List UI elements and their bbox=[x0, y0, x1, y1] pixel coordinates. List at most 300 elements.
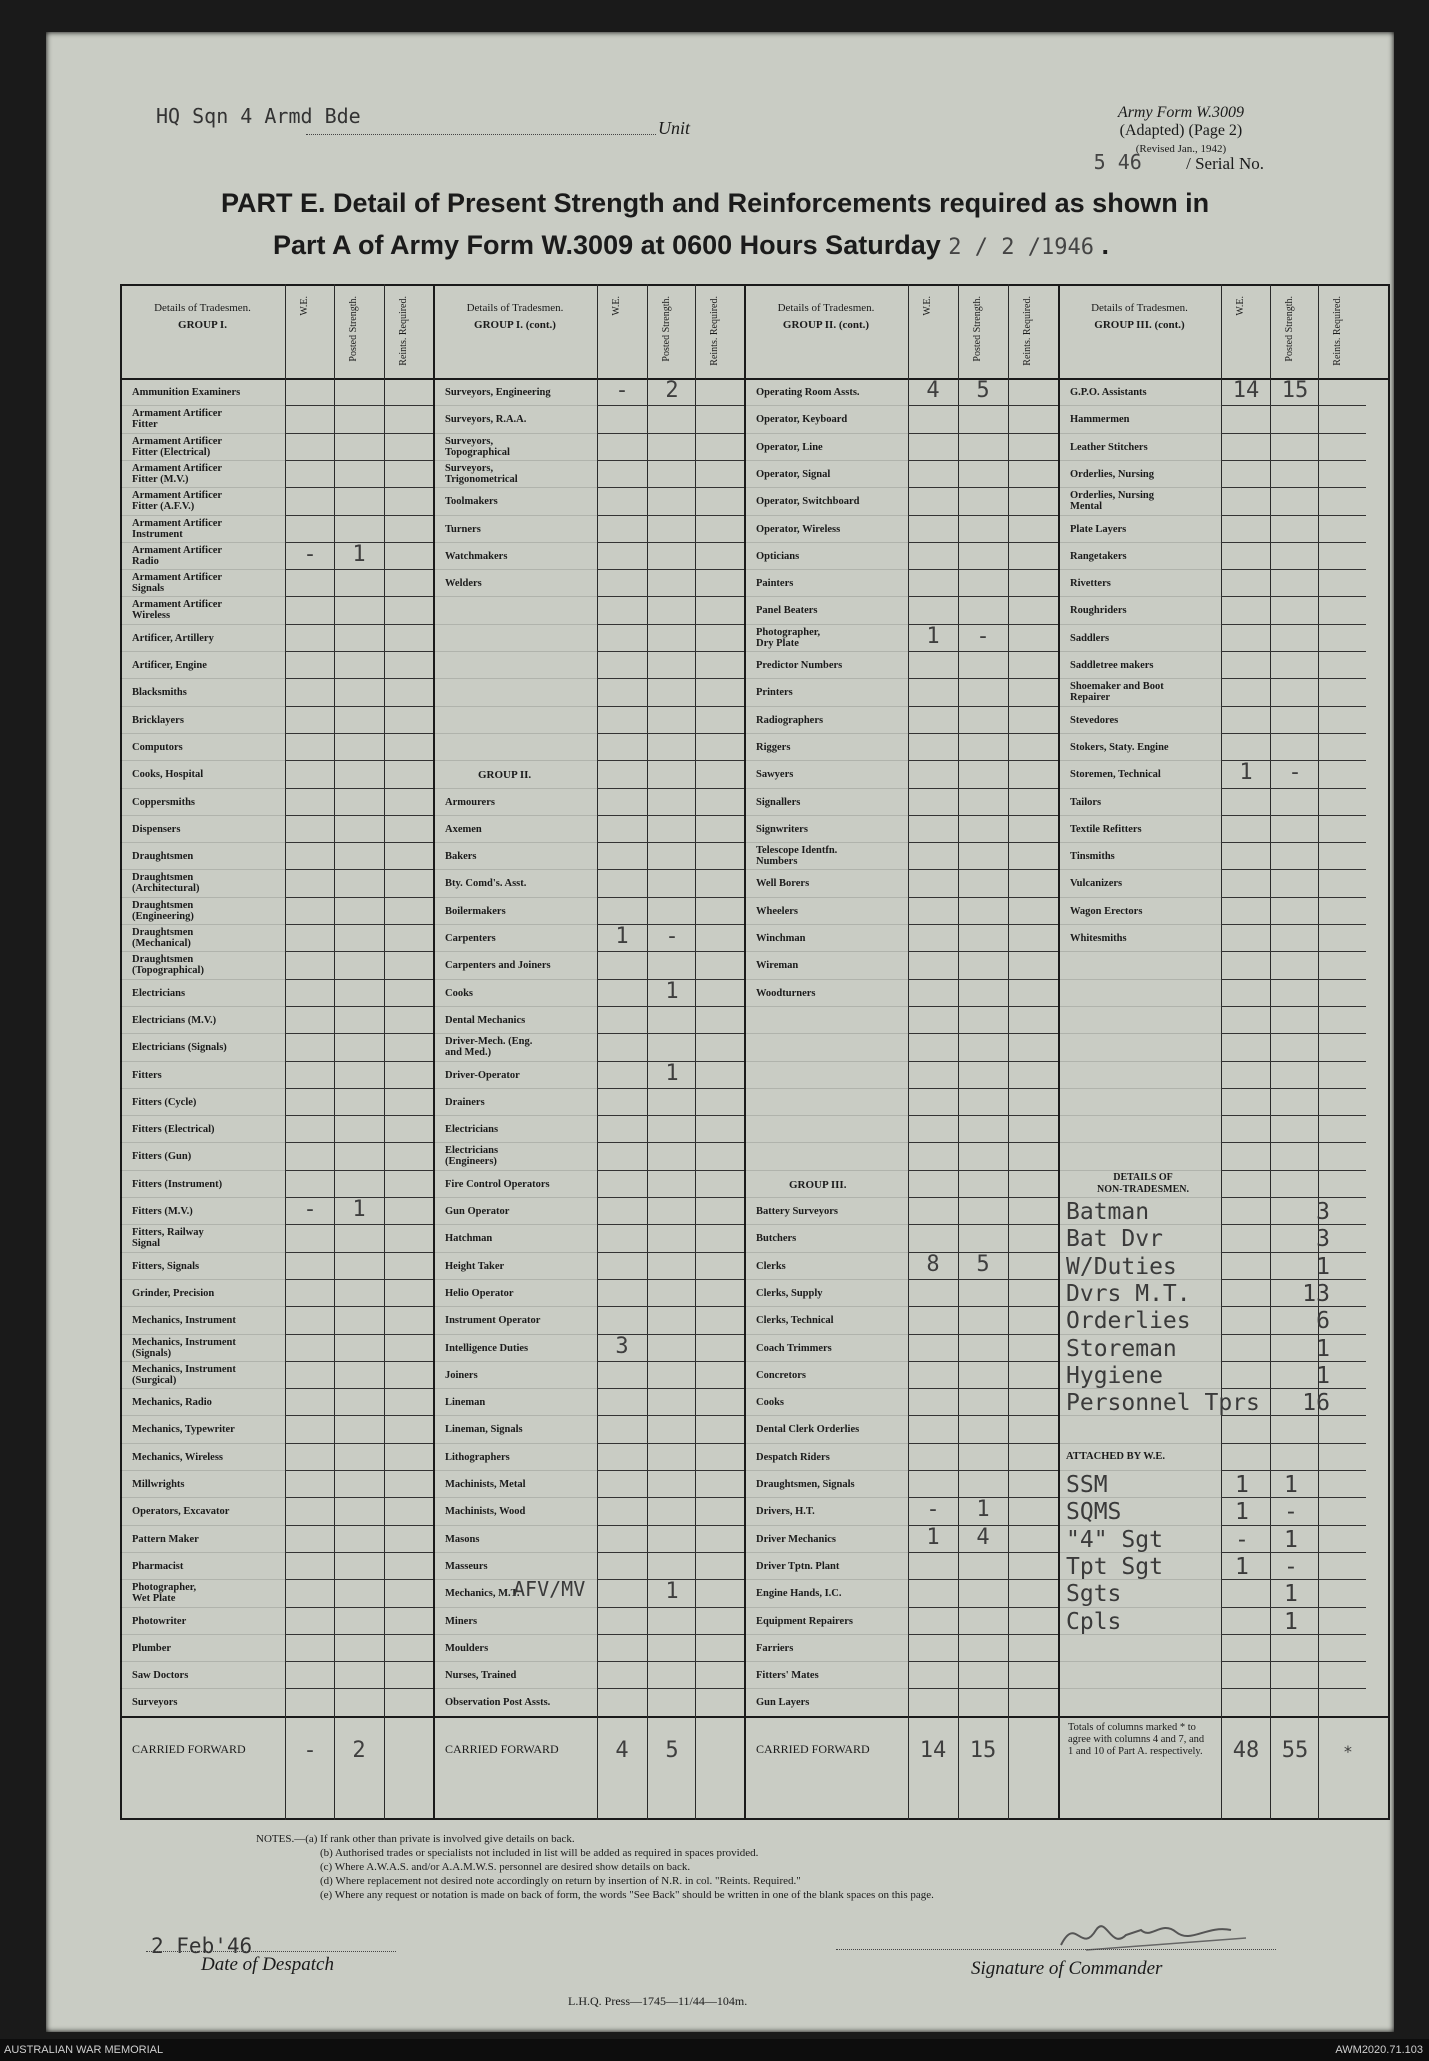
row-rule bbox=[597, 515, 744, 516]
row-rule-faint bbox=[1058, 760, 1221, 761]
trade-label bbox=[132, 1479, 185, 1490]
trade-label bbox=[132, 436, 222, 458]
row-rule-faint bbox=[744, 1497, 908, 1498]
trade-label bbox=[445, 1179, 550, 1190]
row-rule bbox=[908, 1306, 1058, 1307]
trade-label-line: Fitters (Electrical) bbox=[132, 1124, 215, 1136]
row-rule bbox=[285, 815, 433, 816]
trade-label-line: Draughtsmen bbox=[132, 872, 194, 884]
carried-posted: 5 bbox=[665, 1737, 679, 1763]
trade-label bbox=[132, 872, 199, 894]
posted-value: - bbox=[976, 623, 990, 649]
trade-label bbox=[445, 1070, 520, 1081]
trade-label bbox=[756, 1206, 838, 1217]
row-rule-faint bbox=[744, 924, 908, 925]
column-header-text: Details of Tradesmen. bbox=[466, 302, 564, 314]
trade-label bbox=[756, 1233, 796, 1244]
trade-label bbox=[132, 1315, 236, 1326]
row-rule-faint bbox=[120, 1688, 285, 1689]
trade-label bbox=[445, 1124, 498, 1135]
trade-label bbox=[756, 933, 805, 944]
row-rule-faint bbox=[1058, 1142, 1221, 1143]
row-rule bbox=[908, 1688, 1058, 1689]
trade-label bbox=[756, 496, 859, 507]
title-line-2 bbox=[221, 224, 1321, 269]
row-rule bbox=[285, 1252, 433, 1253]
trade-label bbox=[756, 1424, 859, 1435]
trade-label bbox=[1070, 442, 1148, 453]
trade-label-line: Panel Beaters bbox=[756, 605, 818, 617]
row-rule-faint bbox=[1058, 678, 1221, 679]
serial-row bbox=[1094, 150, 1264, 174]
row-rule-faint bbox=[120, 1142, 285, 1143]
row-rule bbox=[908, 1607, 1058, 1608]
trade-label bbox=[132, 1452, 223, 1463]
trade-label bbox=[756, 845, 837, 867]
row-rule bbox=[908, 596, 1058, 597]
trade-label bbox=[756, 1616, 853, 1627]
strength-table bbox=[120, 284, 1390, 1820]
trade-label-line: Concretors bbox=[756, 1369, 806, 1381]
row-rule bbox=[908, 405, 1058, 406]
trade-label-line: Driver-Mech. (Eng. bbox=[445, 1036, 533, 1048]
trade-label-line: Mechanics, Instrument bbox=[132, 1336, 236, 1348]
trade-label-line: Lithographers bbox=[445, 1451, 510, 1463]
trade-label-line: Artificer, Engine bbox=[132, 660, 207, 671]
reints-required-header: Reints. Required. bbox=[709, 296, 720, 366]
row-rule-faint bbox=[433, 760, 597, 761]
row-rule-faint bbox=[433, 1033, 597, 1034]
row-rule-faint bbox=[744, 897, 908, 898]
row-rule-faint bbox=[744, 815, 908, 816]
row-rule-faint bbox=[433, 1306, 597, 1307]
form-adapted: (Adapted) (Page 2) bbox=[1119, 122, 1243, 139]
row-rule-faint bbox=[1058, 487, 1221, 488]
row-rule bbox=[597, 1361, 744, 1362]
trade-label-line: Drivers, H.T. bbox=[756, 1506, 815, 1518]
trade-label bbox=[132, 1424, 235, 1435]
trade-label bbox=[756, 1506, 815, 1517]
row-rule bbox=[285, 1170, 433, 1171]
row-rule-faint bbox=[120, 1033, 285, 1034]
row-rule-faint bbox=[120, 460, 285, 461]
row-rule bbox=[1221, 1197, 1366, 1198]
non-tradesman-we: 1 bbox=[1316, 1362, 1330, 1389]
reints-required-header: Reints. Required. bbox=[1022, 296, 1033, 366]
trade-label-line: Welders bbox=[445, 578, 482, 590]
row-rule bbox=[1221, 733, 1366, 734]
row-rule bbox=[285, 760, 433, 761]
trade-label bbox=[132, 851, 193, 862]
trade-label bbox=[1070, 681, 1164, 703]
row-rule-faint bbox=[120, 487, 285, 488]
trade-label bbox=[132, 1506, 229, 1517]
serial-label: Serial No. bbox=[1195, 154, 1264, 173]
row-rule bbox=[908, 1361, 1058, 1362]
row-rule bbox=[908, 1033, 1058, 1034]
row-rule bbox=[908, 1115, 1058, 1116]
trade-label bbox=[132, 1124, 215, 1135]
row-rule bbox=[285, 678, 433, 679]
title-line-2-text: Part A of Army Form W.3009 at 0600 Hours Saturday bbox=[273, 230, 941, 260]
trade-label bbox=[445, 414, 526, 425]
form-number: Army Form W.3009 bbox=[1117, 104, 1244, 121]
trade-label-line: Saddletree makers bbox=[1070, 660, 1154, 671]
row-rule-faint bbox=[120, 1497, 285, 1498]
row-rule-faint bbox=[744, 788, 908, 789]
trade-label-line: Armament Artificer bbox=[132, 517, 223, 529]
row-rule bbox=[285, 706, 433, 707]
trade-label-line: Fitters (M.V.) bbox=[132, 1206, 193, 1217]
trade-label-line: Machinists, Wood bbox=[445, 1506, 526, 1518]
we-value: 3 bbox=[615, 1333, 629, 1359]
row-rule-faint bbox=[744, 1061, 908, 1062]
trade-label bbox=[1070, 524, 1126, 535]
row-rule-faint bbox=[120, 1525, 285, 1526]
trade-label-line: Farriers bbox=[756, 1642, 794, 1654]
attached-label: SQMS bbox=[1066, 1499, 1122, 1526]
row-rule-faint bbox=[120, 542, 285, 543]
trade-label bbox=[132, 518, 222, 540]
row-rule bbox=[285, 596, 433, 597]
trade-label bbox=[756, 687, 793, 698]
trade-label-line: Signallers bbox=[756, 796, 801, 808]
trade-label bbox=[445, 1315, 540, 1326]
row-rule bbox=[908, 1579, 1058, 1580]
row-rule bbox=[597, 1688, 744, 1689]
row-rule-faint bbox=[120, 1306, 285, 1307]
row-rule bbox=[597, 678, 744, 679]
row-rule-faint bbox=[433, 706, 597, 707]
non-tradesman-label: Dvrs M.T. bbox=[1066, 1280, 1191, 1307]
trade-label bbox=[445, 1506, 525, 1517]
posted-value: - bbox=[1288, 760, 1302, 786]
row-rule bbox=[285, 1470, 433, 1471]
row-rule bbox=[1221, 842, 1366, 843]
row-rule bbox=[1221, 651, 1366, 652]
row-rule-faint bbox=[744, 1306, 908, 1307]
attached-label: Sgts bbox=[1066, 1581, 1122, 1608]
reints-required-header: Reints. Required. bbox=[398, 296, 409, 366]
trade-label-line: Opticians bbox=[756, 550, 800, 562]
row-rule-faint bbox=[744, 569, 908, 570]
row-rule bbox=[597, 1415, 744, 1416]
table-bottom-rule bbox=[120, 1818, 1390, 1820]
trade-label-line: Operator, Wireless bbox=[756, 523, 841, 535]
trade-label-line: Computors bbox=[132, 741, 183, 753]
row-rule-faint bbox=[433, 433, 597, 434]
trade-label-line: Electricians bbox=[445, 1145, 499, 1157]
row-rule bbox=[597, 596, 744, 597]
trade-label-line: (Architectural) bbox=[132, 883, 200, 895]
non-tradesman-label: W/Duties bbox=[1066, 1253, 1177, 1280]
trade-label-line: Photowriter bbox=[132, 1615, 187, 1627]
row-rule bbox=[908, 487, 1058, 488]
row-rule-faint bbox=[744, 460, 908, 461]
row-rule bbox=[597, 624, 744, 625]
totals-mark: * bbox=[1343, 1741, 1353, 1761]
row-rule-faint bbox=[120, 1061, 285, 1062]
row-rule bbox=[285, 1279, 433, 1280]
serial-value: 5 46 bbox=[1093, 150, 1142, 174]
trade-label bbox=[1070, 851, 1115, 862]
row-rule-faint bbox=[120, 1334, 285, 1335]
trade-label-line: Dental Mechanics bbox=[445, 1014, 526, 1026]
row-rule-faint bbox=[744, 1252, 908, 1253]
row-rule-faint bbox=[744, 842, 908, 843]
row-rule-faint bbox=[744, 1088, 908, 1089]
column-header bbox=[1062, 292, 1217, 332]
row-rule bbox=[285, 1607, 433, 1608]
trade-label bbox=[1070, 578, 1111, 589]
despatch-label: Date of Despatch bbox=[201, 1954, 334, 1975]
trade-label-line: (Mechanical) bbox=[132, 938, 191, 949]
row-rule-faint bbox=[120, 596, 285, 597]
trade-label bbox=[445, 1588, 519, 1599]
trade-label-line: Fitters, Railway bbox=[132, 1227, 204, 1239]
trade-label bbox=[756, 1588, 842, 1599]
row-rule bbox=[908, 760, 1058, 761]
row-rule bbox=[285, 1306, 433, 1307]
note-line: (d) Where replacement not desired note accordingly on return by insertion of N.R. in col. "Reints. Required." bbox=[320, 1875, 801, 1887]
non-tradesman-we: 3 bbox=[1316, 1226, 1330, 1253]
row-rule-faint bbox=[744, 869, 908, 870]
row-rule-faint bbox=[120, 733, 285, 734]
carried-we: 14 bbox=[919, 1737, 947, 1763]
carried-we: 4 bbox=[615, 1737, 629, 1763]
column-group-label: GROUP III. (cont.) bbox=[1094, 319, 1185, 331]
trade-label-line: (Engineering) bbox=[132, 910, 194, 922]
trade-label-line: Fitters, Signals bbox=[132, 1260, 200, 1272]
trade-label bbox=[756, 1561, 839, 1572]
trade-label-line: Cooks, Hospital bbox=[132, 769, 204, 781]
row-rule-faint bbox=[744, 1579, 908, 1580]
row-rule-faint bbox=[433, 869, 597, 870]
trade-label-line: Intelligence Duties bbox=[445, 1342, 529, 1354]
row-rule bbox=[285, 1688, 433, 1689]
trade-label-line: Wireman bbox=[756, 960, 799, 972]
row-rule-faint bbox=[744, 706, 908, 707]
row-rule bbox=[597, 1033, 744, 1034]
row-rule-faint bbox=[120, 788, 285, 789]
trade-label-line: Pharmacist bbox=[132, 1560, 184, 1572]
trade-label-line: Electricians bbox=[132, 987, 186, 999]
row-rule-faint bbox=[433, 487, 597, 488]
group-heading bbox=[789, 1179, 846, 1191]
row-rule-faint bbox=[433, 1470, 597, 1471]
row-rule-faint bbox=[433, 651, 597, 652]
non-tradesman-label: Hygiene bbox=[1066, 1362, 1163, 1389]
row-rule bbox=[908, 788, 1058, 789]
row-rule bbox=[285, 1525, 433, 1526]
row-rule bbox=[597, 1607, 744, 1608]
row-rule-faint bbox=[744, 1443, 908, 1444]
trade-label-line: Bty. Comd's. Asst. bbox=[445, 878, 527, 890]
row-rule bbox=[285, 1443, 433, 1444]
row-rule-faint bbox=[120, 1252, 285, 1253]
row-rule bbox=[285, 1033, 433, 1034]
row-rule-faint bbox=[744, 1415, 908, 1416]
row-rule-faint bbox=[1058, 1688, 1221, 1689]
attached-label: "4" Sgt bbox=[1066, 1526, 1163, 1553]
row-rule bbox=[285, 1334, 433, 1335]
trade-label bbox=[132, 1097, 196, 1108]
trade-label bbox=[756, 906, 798, 917]
row-rule bbox=[597, 569, 744, 570]
page-title bbox=[221, 182, 1321, 269]
row-rule-faint bbox=[1058, 842, 1221, 843]
row-rule bbox=[285, 979, 433, 980]
row-rule-faint bbox=[433, 596, 597, 597]
trade-label bbox=[132, 1015, 216, 1026]
row-rule-faint bbox=[1058, 1033, 1221, 1034]
notes bbox=[256, 1832, 934, 1902]
we-value: 1 bbox=[615, 924, 629, 949]
row-rule-faint bbox=[120, 897, 285, 898]
trade-label-line: Photographer, bbox=[756, 626, 821, 638]
non-tradesman-label: Orderlies bbox=[1066, 1308, 1191, 1335]
row-rule bbox=[285, 487, 433, 488]
trade-label-line: Mechanics, Instrument bbox=[132, 1315, 236, 1327]
row-rule-faint bbox=[120, 815, 285, 816]
row-rule bbox=[1221, 788, 1366, 789]
table-top-rule bbox=[120, 284, 1390, 286]
row-rule bbox=[597, 815, 744, 816]
row-rule-faint bbox=[120, 1088, 285, 1089]
trade-label-line: Clerks, Technical bbox=[756, 1315, 834, 1327]
row-rule-faint bbox=[1058, 433, 1221, 434]
trade-label bbox=[756, 1315, 834, 1326]
trade-label bbox=[1070, 469, 1154, 480]
row-rule-faint bbox=[744, 433, 908, 434]
trade-label-line: Riggers bbox=[756, 741, 791, 753]
row-rule bbox=[1221, 1115, 1366, 1116]
trade-label-line: Carpenters bbox=[445, 933, 496, 944]
row-rule bbox=[597, 788, 744, 789]
trade-label-line: Tailors bbox=[1070, 796, 1102, 808]
row-rule-faint bbox=[433, 951, 597, 952]
row-rule-faint bbox=[1058, 1661, 1221, 1662]
row-rule-faint bbox=[744, 1470, 908, 1471]
we-value: - bbox=[303, 1197, 317, 1222]
serial-separator: / bbox=[1186, 154, 1191, 173]
row-rule-faint bbox=[120, 1279, 285, 1280]
trade-label bbox=[1070, 797, 1101, 808]
row-rule bbox=[1221, 897, 1366, 898]
row-rule-faint bbox=[120, 515, 285, 516]
trade-label-line: Surveyors, bbox=[445, 462, 494, 474]
attached-label: SSM bbox=[1066, 1472, 1108, 1498]
trade-label-line: Rangetakers bbox=[1070, 550, 1127, 562]
row-rule-faint bbox=[1058, 1197, 1221, 1198]
row-rule-faint bbox=[433, 1224, 597, 1225]
row-rule-faint bbox=[120, 1197, 285, 1198]
row-rule-faint bbox=[1058, 951, 1221, 952]
trade-label-line: Gun Operator bbox=[445, 1206, 510, 1217]
row-rule-faint bbox=[744, 1552, 908, 1553]
trade-label-line: Armament Artificer bbox=[132, 435, 223, 447]
trade-label-line: Masseurs bbox=[445, 1560, 488, 1572]
row-rule bbox=[908, 433, 1058, 434]
carried-forward-label: CARRIED FORWARD bbox=[132, 1741, 246, 1756]
trade-label-line: Dispensers bbox=[132, 823, 181, 835]
trade-label-line: Wheelers bbox=[756, 905, 798, 917]
trade-label bbox=[756, 524, 840, 535]
trade-label-line: Armament Artificer bbox=[132, 462, 223, 474]
trade-label bbox=[132, 1151, 191, 1162]
trade-label bbox=[1070, 906, 1142, 917]
carried-posted: 15 bbox=[969, 1737, 997, 1763]
trade-label bbox=[445, 524, 481, 535]
trade-label bbox=[132, 769, 203, 780]
row-rule-faint bbox=[744, 1197, 908, 1198]
trade-label-line: Wagon Erectors bbox=[1070, 905, 1143, 917]
row-rule bbox=[285, 924, 433, 925]
row-rule-faint bbox=[744, 1115, 908, 1116]
row-rule bbox=[1221, 460, 1366, 461]
trade-label-line: Signal bbox=[132, 1238, 161, 1250]
row-rule-faint bbox=[433, 1443, 597, 1444]
row-rule-faint bbox=[120, 842, 285, 843]
trade-label-line: Leather Stitchers bbox=[1070, 441, 1148, 453]
row-rule bbox=[908, 1170, 1058, 1171]
trade-label-line: Fitter (Electrical) bbox=[132, 446, 211, 458]
trade-label bbox=[132, 1582, 196, 1604]
trade-label-line: Plate Layers bbox=[1070, 523, 1127, 535]
despatch-line bbox=[146, 1951, 396, 1952]
row-rule bbox=[285, 433, 433, 434]
row-rule bbox=[1221, 1006, 1366, 1007]
row-rule bbox=[908, 733, 1058, 734]
trade-label bbox=[445, 1145, 498, 1167]
trade-label bbox=[756, 469, 830, 480]
non-tradesman-we: 1 bbox=[1316, 1253, 1330, 1280]
posted-value: 1 bbox=[352, 541, 366, 567]
trade-label bbox=[1070, 878, 1122, 889]
trade-label-line: Hammermen bbox=[1070, 414, 1130, 426]
we-value: 1 bbox=[926, 1524, 940, 1550]
row-rule bbox=[597, 1252, 744, 1253]
row-rule bbox=[1221, 542, 1366, 543]
row-rule bbox=[1221, 1470, 1366, 1471]
trade-label-line: Dental Clerk Orderlies bbox=[756, 1424, 860, 1436]
row-rule-faint bbox=[1058, 815, 1221, 816]
posted-strength-header: Posted Strength. bbox=[1284, 296, 1295, 362]
row-rule-faint bbox=[120, 869, 285, 870]
attached-posted: 1 bbox=[1284, 1608, 1298, 1635]
attached-posted: 1 bbox=[1284, 1472, 1298, 1498]
row-rule-faint bbox=[744, 1661, 908, 1662]
trade-label-line: Numbers bbox=[756, 856, 798, 868]
trade-label-line: Battery Surveyors bbox=[756, 1206, 838, 1217]
trade-label bbox=[445, 387, 551, 398]
row-rule-faint bbox=[1058, 542, 1221, 543]
trade-label bbox=[445, 1288, 514, 1299]
trade-label bbox=[445, 551, 507, 562]
row-rule-faint bbox=[433, 897, 597, 898]
trade-label-line: Stokers, Staty. Engine bbox=[1070, 741, 1169, 753]
row-rule bbox=[285, 515, 433, 516]
row-rule bbox=[908, 979, 1058, 980]
posted-value: - bbox=[665, 924, 679, 949]
trade-label-line: Axemen bbox=[445, 823, 482, 835]
trade-label-line: Surveyors, R.A.A. bbox=[445, 414, 527, 426]
group-heading bbox=[478, 769, 531, 781]
row-rule-faint bbox=[433, 1115, 597, 1116]
row-rule-faint bbox=[1058, 706, 1221, 707]
carried-forward-label: CARRIED FORWARD bbox=[756, 1741, 870, 1756]
row-rule-faint bbox=[120, 760, 285, 761]
